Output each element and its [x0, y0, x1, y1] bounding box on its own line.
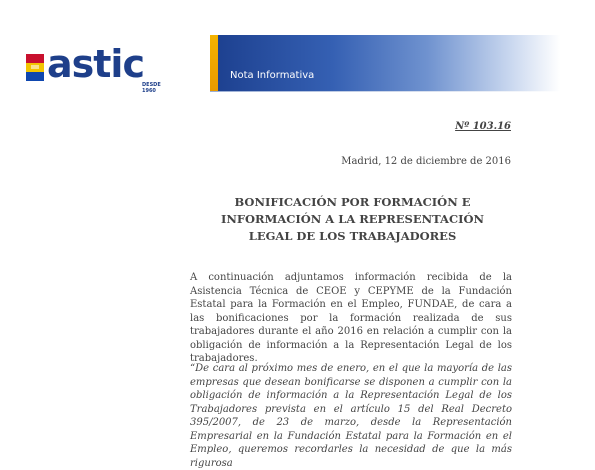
header-banner: [210, 35, 560, 91]
header-divider: [210, 91, 560, 92]
document-date: Madrid, 12 de diciembre de 2016: [341, 156, 511, 167]
document-title: [190, 194, 515, 245]
title-line: BONIFICACIÓN POR FORMACIÓN E: [234, 195, 471, 209]
body-paragraph-intro: A continuación adjuntamos información recibida de la Asistencia Técnica de CEOE y CEPYME de la Fundación Estatal para la Formación en el Empleo, FUNDAE, de cara a las bonificaciones por la formación realizada de sus trabajadores durante el año 2016 en relación a cumplir con la obligación de información a la Representación Legal de los trabajadores.: [190, 272, 512, 364]
logo-text: astic: [47, 42, 144, 86]
title-line: LEGAL DE LOS TRABAJADORES: [248, 229, 457, 243]
header-accent-stripe: [210, 35, 218, 91]
logo-since: DESDE 1960: [142, 82, 161, 94]
astic-logo: [26, 42, 176, 96]
document-number: Nº 103.16: [455, 121, 511, 132]
body-paragraph-quote: “De cara al próximo mes de enero, en el que la mayoría de las empresas que desean bonificarse se disponen a cumplir con la obligación de información a la Representación Legal de los Trabajadores prevista en el artículo 15 del Real Decreto 395/2007, de 23 de marzo, desde la Representación Empresarial en la Fundación Estatal para la Formación en el Empleo, queremos recordarles la necesidad de que la más rigurosa: [190, 363, 512, 469]
flag-icon: [26, 54, 44, 81]
title-line: INFORMACIÓN A LA REPRESENTACIÓN: [220, 212, 485, 226]
header-label: Nota Informativa: [230, 70, 315, 81]
